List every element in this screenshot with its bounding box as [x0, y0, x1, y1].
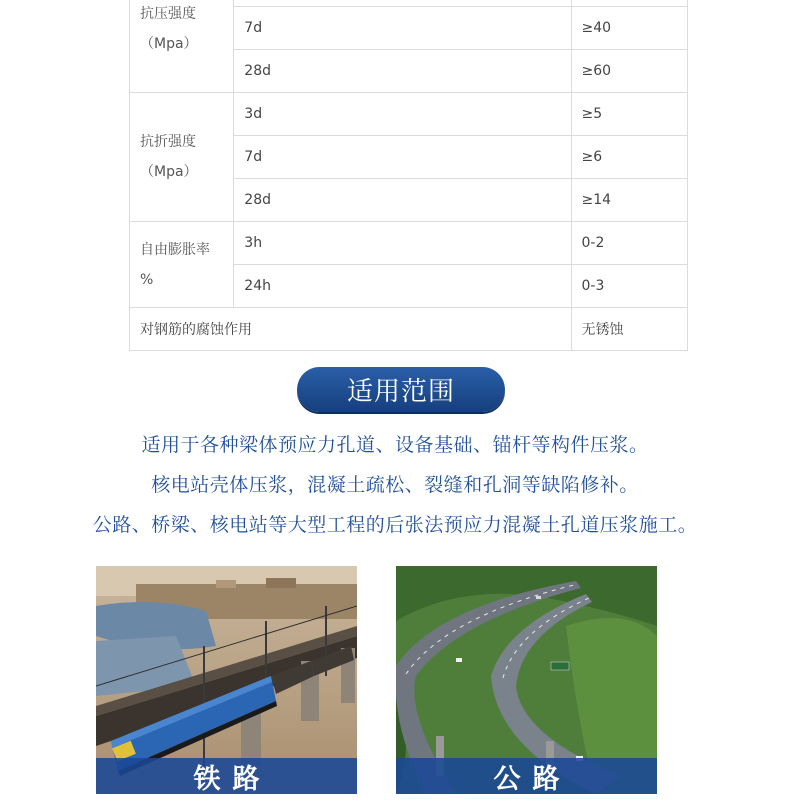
spec-table [129, 0, 688, 351]
scope-line: 公路、桥梁、核电站等大型工程的后张法预应力混凝土孔道压浆施工。 [92, 514, 698, 536]
label-line: 抗压强度 [140, 6, 196, 22]
value-cell: 0-3 [571, 265, 687, 308]
age-cell: 28d [234, 179, 571, 222]
age-cell: 24h [234, 265, 571, 308]
label-line: 自由膨胀率 [140, 241, 210, 258]
railway-caption: 铁路 [193, 763, 272, 794]
highway-caption-bar [396, 758, 657, 794]
highway-caption: 公路 [493, 763, 572, 794]
flexural-strength-label [130, 93, 234, 222]
value-cell: ≥60 [571, 50, 687, 93]
age-cell: 3d [234, 93, 571, 136]
label-unit: （Mpa） [140, 164, 198, 180]
label-line: 抗折强度 [140, 134, 196, 150]
corrosion-value: 无锈蚀 [571, 308, 687, 351]
age-cell: 7d [234, 7, 571, 50]
railway-photo [96, 566, 357, 794]
table-row [130, 222, 688, 265]
scope-line: 适用于各种梁体预应力孔道、设备基础、锚杆等构件压浆。 [141, 434, 649, 456]
table-row [130, 308, 688, 351]
age-cell: 7d [234, 136, 571, 179]
value-cell: 0-2 [571, 222, 687, 265]
value-cell: ≥5 [571, 93, 687, 136]
section-title: 适用范围 [346, 377, 455, 407]
highway-photo [396, 566, 657, 794]
label-unit: （Mpa） [140, 36, 198, 52]
value-cell: ≥40 [571, 7, 687, 50]
compressive-strength-label [130, 0, 234, 93]
age-cell: 28d [234, 50, 571, 93]
value-cell: ≥6 [571, 136, 687, 179]
scope-line: 核电站壳体压浆，混凝土疏松、裂缝和孔洞等缺陷修补。 [151, 474, 639, 496]
corrosion-label: 对钢筋的腐蚀作用 [130, 308, 572, 351]
value-cell: ≥14 [571, 179, 687, 222]
label-unit: % [140, 271, 154, 288]
section-title-pill [297, 367, 505, 412]
table-row [130, 93, 688, 136]
age-cell: 3h [234, 222, 571, 265]
free-expansion-label [130, 222, 234, 308]
railway-caption-bar [96, 758, 357, 794]
